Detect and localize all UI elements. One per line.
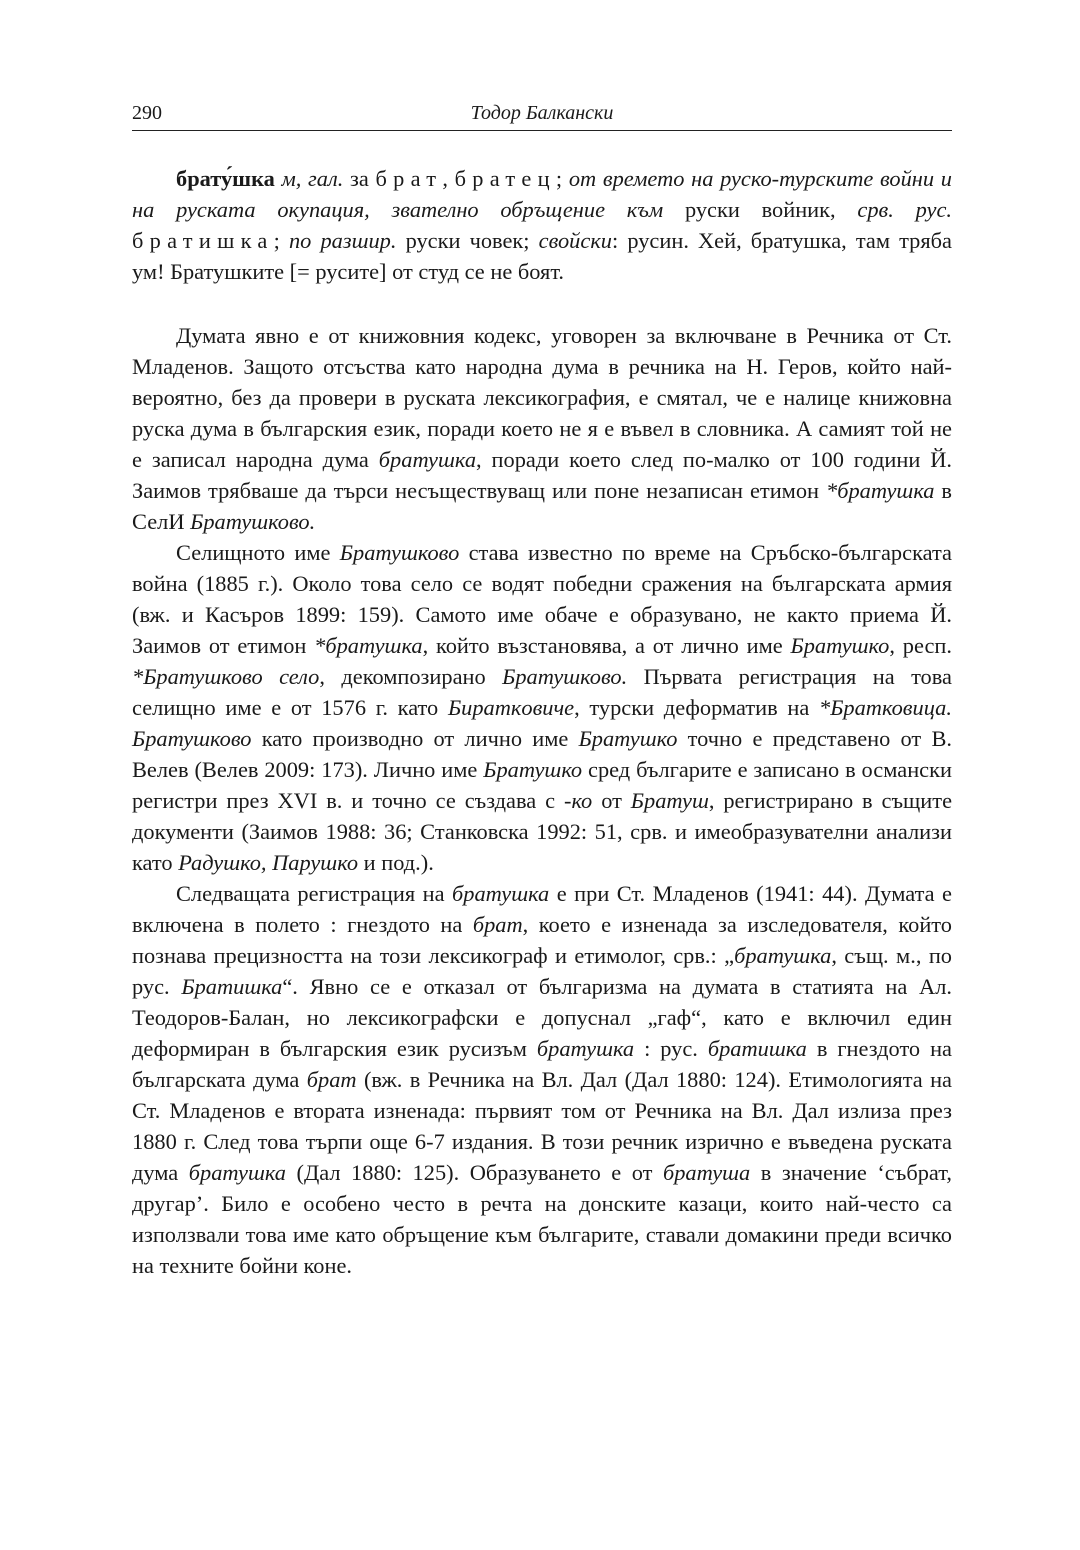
spacer <box>132 287 952 320</box>
paragraph-1: Думата явно е от книжовния кодекс, уговорен за включване в Речника от Ст. Младенов. Защото отсъства като народна дума в речника на Н. Геров, който най-вероятно, без да провери в руската лексикография, е смятал, че е налице книжовна руска дума в българския език, поради което не я е въвел в словника. А самият той не е записал народна дума братушка, поради което след по-малко от 100 години Й. Заимов трябваше да търси несъществуващ или поне незаписан етимон *братушка в СелИ Братушково. <box>132 323 952 534</box>
book-page <box>132 98 952 1281</box>
headword: брату́шка <box>176 166 275 191</box>
running-head <box>132 98 952 131</box>
spaced-word: братишка <box>132 228 274 253</box>
dictionary-entry: брату́шка м, гал. за брат, братец; от времето на руско-турските войни и на руската окупация, звателно обръщение към руски войник, срв. рус. братишка; по разшир. руски човек; свойски: русин. Хей, братушка, там тряба ум! Братушките [= русите] от студ се не боят. <box>132 166 952 284</box>
running-title: Тодор Балкански <box>470 102 614 124</box>
paragraph-3: Следващата регистрация на братушка е при Ст. Младенов (1941: 44). Думата е включена в полето : гнездото на брат, което е изненада за изследователя, който познава прецизността на този лексикограф и етимолог, срв.: „братушка, същ. м., по рус. Братишка“. Явно се е отказал от българизма на думата в статията на Ал. Теодоров-Балан, но лексикографски е допуснал „гаф“, като е включил един деформиран в българския език русизъм братушка : рус. братишка в гнездото на българската дума брат (вж. в Речника на Вл. Дал (Дал 1880: 124). Етимологията на Ст. Младенов е втората изненада: първият том от Речника на Вл. Дал излиза през 1880 г. След това търпи още 6-7 издания. В този речник изрично е въведена руската дума братушка (Дал 1880: 125). Образуването е от братуша в значение ‘събрат, другар’. Било е особено често в речта на донските казаци, които най-често са използвали това име като обръщение към българите, ставали домакини преди всичко на техните бойни коне. <box>132 881 952 1278</box>
page-content <box>132 163 952 1281</box>
paragraph-2: Селищното име Братушково става известно по време на Сръбско-българската война (1885 г.). Около това село се водят победни сражения на българската армия (вж. и Касъров 1899: 159). Самото име обаче е образувано, не както приема Й. Заимов от етимон *братушка, който възстановява, а от лично име Братушко, респ. *Братушково село, декомпозирано Братушково. Първата регистрация на това селищно име е от 1576 г. като Бираткoвиче, турски деформатив на *Братковица. Братушково като производно от лично име Братушко точно е представено от В. Велев (Велев 2009: 173). Лично име Братушко сред българите е записано в османски регистри през XVI в. и точно се създава с -ко от Братуш, регистрирано в същите документи (Заимов 1988: 36; Станковска 1992: 51, срв. и имеобразувателни анализи като Радушко, Парушко и под.). <box>132 540 953 875</box>
grammar-label: м, гал. <box>281 166 344 191</box>
spaced-word: брат <box>375 166 443 191</box>
page-number: 290 <box>132 102 162 124</box>
spaced-word: братец <box>454 166 556 191</box>
